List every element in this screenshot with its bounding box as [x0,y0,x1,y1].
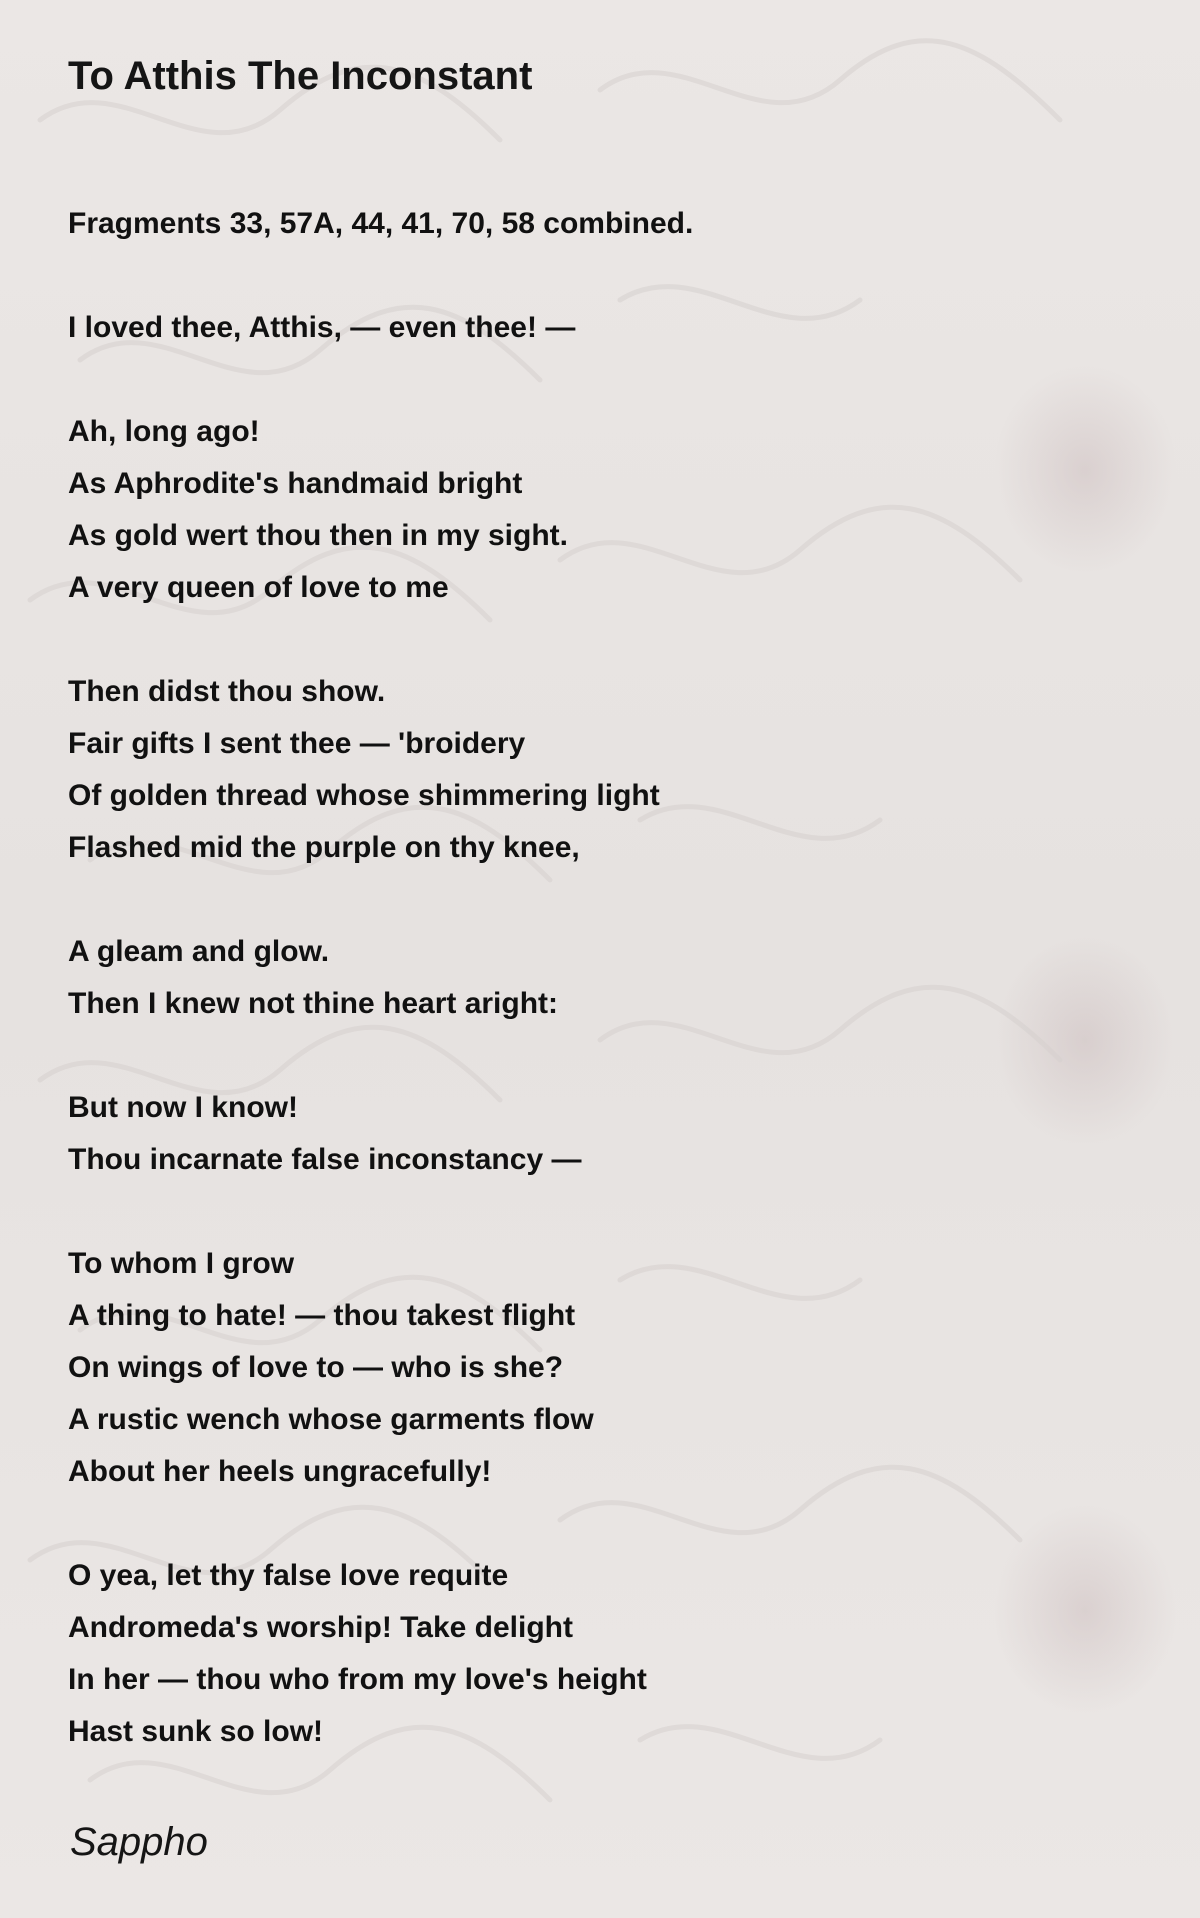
poem-line: Andromeda's worship! Take delight [68,1611,573,1644]
poem-line: As gold wert thou then in my sight. [68,519,568,552]
poem-line: Fair gifts I sent thee — 'broidery [68,727,526,760]
stanza-break [68,1030,1128,1082]
poem-line: In her — thou who from my love's height [68,1663,647,1696]
poem-line: Flashed mid the purple on thy knee, [68,831,580,864]
poem-title: To Atthis The Inconstant [68,54,533,98]
poem-line: Then I knew not thine heart aright: [68,987,559,1020]
poem-line: About her heels ungracefully! [68,1455,492,1488]
poem-line: Then didst thou show. [68,675,386,708]
stanza-break [68,354,1128,406]
poem-line: Ah, long ago! [68,415,260,448]
stanza-break [68,874,1128,926]
poem-line: A rustic wench whose garments flow [68,1403,594,1436]
poem-line: O yea, let thy false love requite [68,1559,509,1592]
poem-line: Fragments 33, 57A, 44, 41, 70, 58 combined. [68,207,694,240]
poem-line: A very queen of love to me [68,571,449,604]
poem-body [68,198,1128,1758]
poem-line: A gleam and glow. [68,935,330,968]
poem-line: As Aphrodite's handmaid bright [68,467,523,500]
stanza-break [68,1186,1128,1238]
poem-line: Hast sunk so low! [68,1715,324,1748]
poem-line: Thou incarnate false inconstancy — [68,1143,582,1176]
poem-line: I loved thee, Atthis, — even thee! — [68,311,576,344]
poem-author: Sappho [70,1820,208,1864]
poem-line: Of golden thread whose shimmering light [68,779,660,812]
poem-line: But now I know! [68,1091,298,1124]
poem-line: To whom I grow [68,1247,295,1280]
poem-container [68,48,1128,1758]
stanza-break [68,614,1128,666]
poem-line: A thing to hate! — thou takest flight [68,1299,576,1332]
poem-line: On wings of love to — who is she? [68,1351,564,1384]
stanza-break [68,250,1128,302]
stanza-break [68,1498,1128,1550]
